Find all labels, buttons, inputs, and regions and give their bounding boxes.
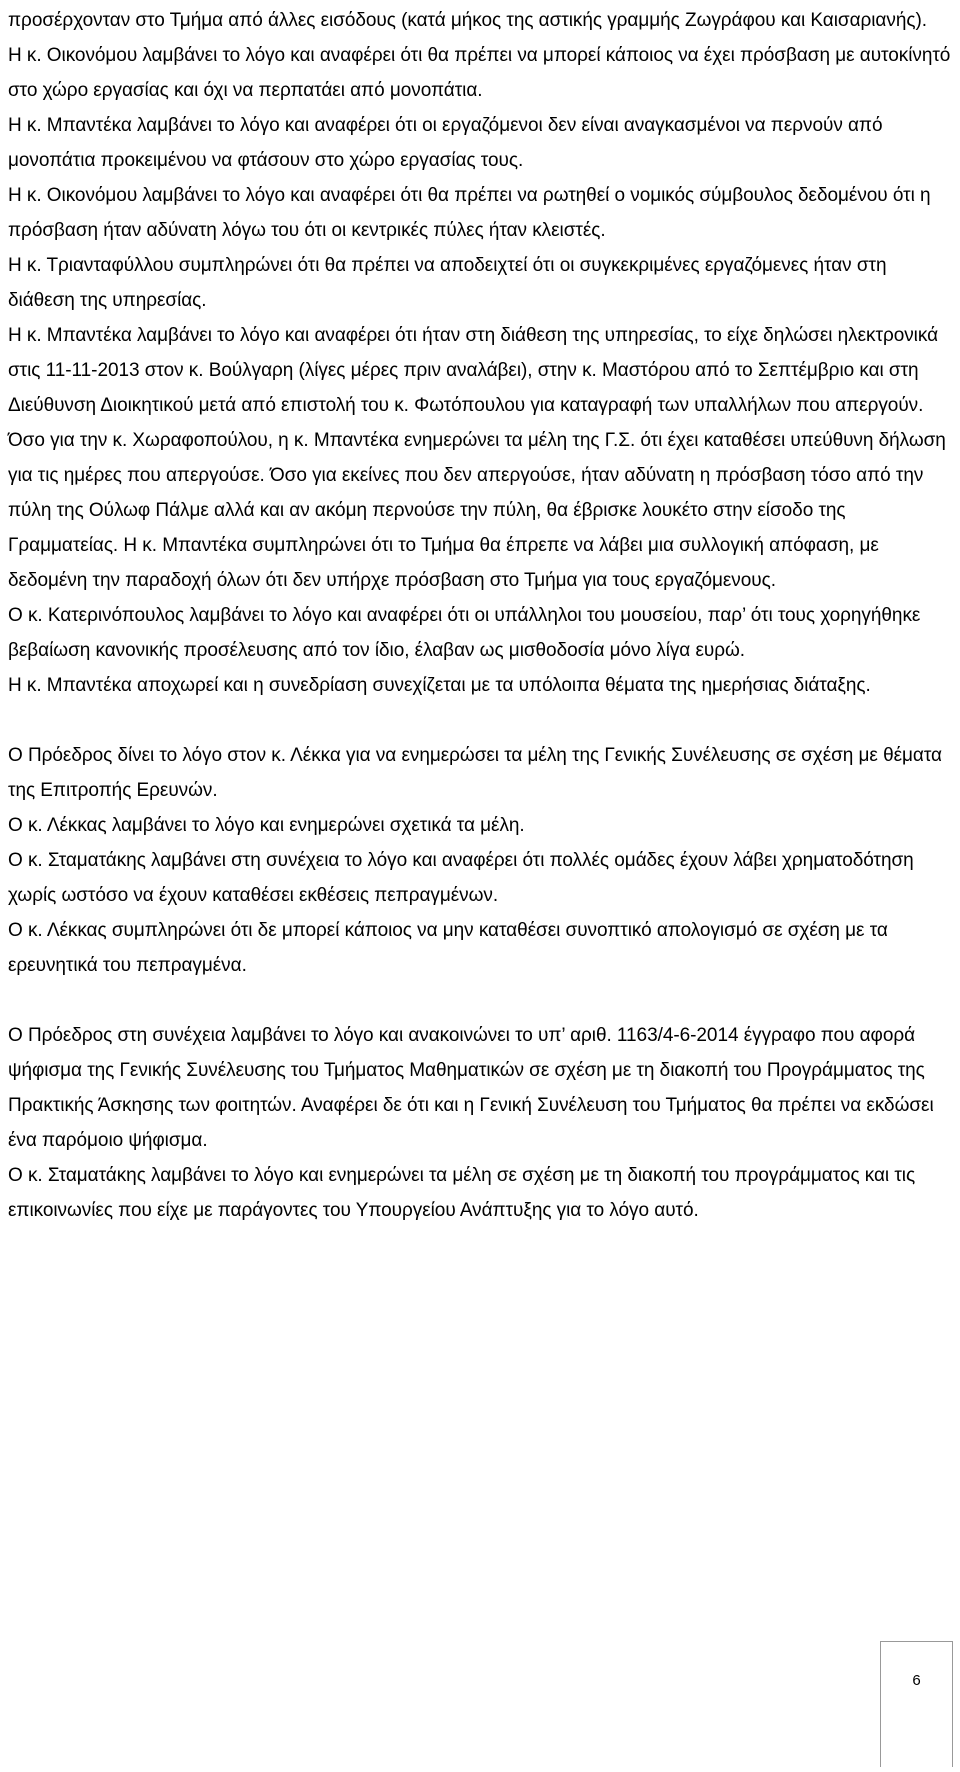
paragraph-14: Ο κ. Σταματάκης λαμβάνει το λόγο και ενημερώνει τα μέλη σε σχέση με τη διακοπή του προγράμματος και τις επικοινωνίες που είχε με παράγοντες του Υπουργείου Ανάπτυξης για το λόγο αυτό. bbox=[8, 1165, 916, 1221]
paragraph-spacer bbox=[8, 703, 953, 738]
paragraph-spacer bbox=[8, 983, 953, 1018]
paragraph-2: Η κ. Οικονόμου λαμβάνει το λόγο και αναφέρει ότι θα πρέπει να μπορεί κάποιος να έχει πρόσβαση με αυτοκίνητό στο χώρο εργασίας και όχι να περπατάει από μονοπάτια. bbox=[8, 45, 951, 101]
paragraph-11: Ο κ. Σταματάκης λαμβάνει στη συνέχεια το λόγο και αναφέρει ότι πολλές ομάδες έχουν λάβει χρηματοδότηση χωρίς ωστόσο να έχουν καταθέσει εκθέσεις πεπραγμένων. bbox=[8, 850, 914, 906]
paragraph-12: Ο κ. Λέκκας συμπληρώνει ότι δε μπορεί κάποιος να μην καταθέσει συνοπτικό απολογισμό σε σχέση με τα ερευνητικά του πεπραγμένα. bbox=[8, 920, 888, 976]
paragraph-9: Ο Πρόεδρος δίνει το λόγο στον κ. Λέκκα για να ενημερώσει τα μέλη της Γενικής Συνέλευσης σε σχέση με θέματα της Επιτροπής Ερευνών. bbox=[8, 745, 942, 801]
paragraph-4: Η κ. Οικονόμου λαμβάνει το λόγο και αναφέρει ότι θα πρέπει να ρωτηθεί ο νομικός σύμβουλος δεδομένου ότι η πρόσβαση ήταν αδύνατη λόγω του ότι οι κεντρικές πύλες ήταν κλειστές. bbox=[8, 185, 931, 241]
document-body bbox=[8, 3, 953, 1228]
paragraph-3: Η κ. Μπαντέκα λαμβάνει το λόγο και αναφέρει ότι οι εργαζόμενοι δεν είναι αναγκασμένοι να περνούν από μονοπάτια προκειμένου να φτάσουν στο χώρο εργασίας τους. bbox=[8, 115, 883, 171]
paragraph-13: Ο Πρόεδρος στη συνέχεια λαμβάνει το λόγο και ανακοινώνει το υπ’ αριθ. 1163/4-6-2014 έγγραφο που αφορά ψήφισμα της Γενικής Συνέλευσης του Τμήματος Μαθηματικών σε σχέση με τη διακοπή του Προγράμματος της Πρακτικής Άσκησης των φοιτητών. Αναφέρει δε ότι και η Γενική Συνέλευση του Τμήματος θα πρέπει να εκδώσει ένα παρόμοιο ψήφισμα. bbox=[8, 1025, 934, 1151]
paragraph-5: Η κ. Τριανταφύλλου συμπληρώνει ότι θα πρέπει να αποδειχτεί ότι οι συγκεκριμένες εργαζόμενες ήταν στη διάθεση της υπηρεσίας. bbox=[8, 255, 887, 311]
paragraph-7: Ο κ. Κατερινόπουλος λαμβάνει το λόγο και αναφέρει ότι οι υπάλληλοι του μουσείου, παρ’ ότι τους χορηγήθηκε βεβαίωση κανονικής προσέλευσης από τον ίδιο, έλαβαν ως μισθοδοσία μόνο λίγα ευρώ. bbox=[8, 605, 921, 661]
page-number: 6 bbox=[912, 1672, 921, 1689]
paragraph-8: Η κ. Μπαντέκα αποχωρεί και η συνεδρίαση συνεχίζεται με τα υπόλοιπα θέματα της ημερήσιας διάταξης. bbox=[8, 675, 871, 696]
paragraph-1: προσέρχονταν στο Τμήμα από άλλες εισόδους (κατά μήκος της αστικής γραμμής Ζωγράφου και Καισαριανής). bbox=[8, 10, 927, 31]
paragraph-6: Η κ. Μπαντέκα λαμβάνει το λόγο και αναφέρει ότι ήταν στη διάθεση της υπηρεσίας, το είχε δηλώσει ηλεκτρονικά στις 11-11-2013 στον κ. Βούλγαρη (λίγες μέρες πριν αναλάβει), στην κ. Μαστόρου από το Σεπτέμβριο και στη Διεύθυνση Διοικητικού μετά από επιστολή του κ. Φωτόπουλου για καταγραφή των υπαλλήλων που απεργούν. Όσο για την κ. Χωραφοπούλου, η κ. Μπαντέκα ενημερώνει τα μέλη της Γ.Σ. ότι έχει καταθέσει υπεύθυνη δήλωση για τις ημέρες που απεργούσε. Όσο για εκείνες που δεν απεργούσε, ήταν αδύνατη η πρόσβαση τόσο από την πύλη της Ούλωφ Πάλμε αλλά και αν ακόμη περνούσε την πύλη, θα έβρισκε λουκέτο στην είσοδο της Γραμματείας. Η κ. Μπαντέκα συμπληρώνει ότι το Τμήμα θα έπρεπε να λάβει μια συλλογική απόφαση, με δεδομένη την παραδοχή όλων ότι δεν υπήρχε πρόσβαση στο Τμήμα για τους εργαζόμενους. bbox=[8, 325, 946, 591]
paragraph-10: Ο κ. Λέκκας λαμβάνει το λόγο και ενημερώνει σχετικά τα μέλη. bbox=[8, 815, 525, 836]
page-number-box bbox=[880, 1641, 953, 1767]
